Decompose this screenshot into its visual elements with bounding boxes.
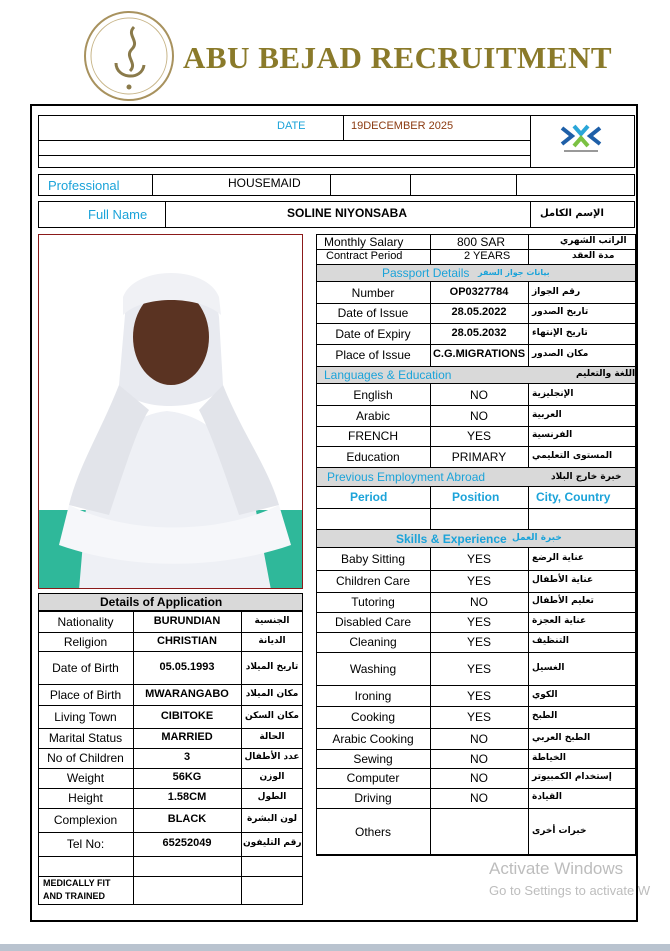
app-ar: تاريخ الميلاد (245, 661, 299, 672)
row-divider (316, 405, 636, 406)
app-label: Height (68, 791, 103, 805)
languages-header-ar: اللغة والتعليم (576, 369, 636, 379)
row-divider (316, 749, 636, 750)
row-label: Cleaning (349, 635, 397, 649)
col-divider (528, 405, 529, 426)
row-divider (38, 632, 303, 633)
row-divider (38, 684, 303, 685)
row-divider (316, 728, 636, 729)
row-label: Sewing (353, 751, 393, 766)
row-value: NO (470, 595, 488, 609)
col-divider (528, 768, 529, 788)
app-value: 56KG (172, 771, 202, 783)
bottom-bar (0, 944, 670, 951)
row-ar: الطبخ العربي (532, 732, 591, 743)
row-ar: الخياطة (532, 752, 566, 763)
professional-row (38, 174, 635, 196)
row-label: Computer (346, 771, 400, 785)
professional-label: Professional (48, 178, 120, 193)
row-label: Ironing (354, 688, 392, 703)
app-label: Tel No: (66, 837, 105, 851)
row-ar: العربية (532, 409, 562, 420)
row-label: Arabic Cooking (332, 731, 414, 746)
row-ar: تاريخ الصدور (532, 307, 589, 317)
col-divider (528, 446, 529, 467)
app-ar: مكان السكن (245, 710, 299, 721)
applicant-photo (38, 234, 303, 589)
app-label: Date of Birth (52, 660, 119, 675)
row-ar: الفرنسية (532, 430, 573, 440)
row-divider (316, 855, 636, 856)
row-label: Date of Issue (337, 306, 409, 320)
activate-watermark-1: Activate Windows (489, 859, 624, 878)
row-divider (38, 768, 303, 769)
row-ar: عناية الرضع (532, 553, 585, 563)
row-divider (316, 323, 636, 324)
app-value: CIBITOKE (160, 709, 214, 722)
row-ar: مكان الصدور (532, 349, 589, 359)
salary-value: 800 SAR (457, 235, 506, 249)
top-block (38, 115, 635, 168)
row-divider (316, 570, 636, 571)
app-label: Complexion (53, 813, 118, 827)
row-value: YES (466, 552, 491, 566)
contract-value: 2 YEARS (464, 250, 511, 262)
app-ar: الطول (257, 792, 287, 802)
app-value: 1.58CM (167, 791, 207, 803)
row-value: NO (470, 408, 488, 423)
app-value: 3 (183, 751, 191, 763)
row-ar: إستخدام الكمبيوتر (532, 772, 612, 782)
row-ar: التنظيف (532, 636, 569, 646)
row-label: Place of Issue (335, 348, 411, 362)
row-divider (38, 856, 303, 857)
app-ar: الوزن (259, 772, 285, 782)
row-label: FRENCH (348, 429, 398, 443)
app-value: BURUNDIAN (153, 614, 221, 627)
salary-label: Monthly Salary (324, 235, 404, 249)
row-divider (316, 592, 636, 593)
col-divider (528, 303, 529, 323)
row-divider (316, 612, 636, 613)
app-value: CHRISTIAN (157, 634, 217, 647)
row-divider (316, 808, 636, 809)
company-name: ABU BEJAD RECRUITMENT (183, 40, 613, 75)
row-label: Tutoring (351, 595, 395, 609)
app-label: No of Children (47, 751, 124, 765)
employment-period: Period (350, 490, 388, 504)
row-ar: المستوى التعليمي (532, 450, 613, 461)
medical-status: MEDICALLY FIT AND TRAINED (43, 878, 111, 901)
col-divider (528, 282, 529, 303)
row-divider (316, 788, 636, 789)
row-label: Education (346, 449, 400, 464)
app-label: Nationality (57, 614, 114, 629)
app-value: MARRIED (161, 731, 213, 743)
row-divider (316, 685, 636, 686)
app-value: 05.05.1993 (159, 660, 215, 673)
row-divider (38, 808, 303, 809)
col-divider (528, 426, 529, 446)
col-divider (528, 344, 529, 366)
app-ar: الحالة (259, 732, 285, 742)
app-value: MWARANGABO (145, 687, 229, 700)
company-logo (84, 11, 174, 101)
app-ar: رقم التليفون (243, 838, 302, 848)
professional-value: HOUSEMAID (228, 176, 301, 190)
app-value: 65252049 (162, 837, 212, 849)
row-value: PRIMARY (451, 449, 507, 464)
row-divider (316, 768, 636, 769)
row-label: Disabled Care (334, 615, 412, 629)
col-divider (430, 808, 431, 855)
row-label: Driving (354, 791, 392, 805)
app-ar: مكان الميلاد (245, 688, 299, 699)
row-ar: الكوي (532, 689, 558, 700)
row-ar: تاريخ الإنتهاء (532, 327, 588, 338)
col-divider (528, 652, 529, 685)
row-divider (38, 788, 303, 789)
skills-header: Skills & Experience (396, 532, 507, 546)
col-divider (528, 808, 529, 855)
col-divider (528, 323, 529, 344)
col-divider (528, 706, 529, 728)
col-divider (528, 384, 529, 405)
row-ar: تعليم الأطفال (532, 596, 594, 606)
row-value: YES (466, 429, 491, 443)
row-label: Children Care (335, 574, 411, 588)
row-divider (316, 344, 636, 345)
row-divider (316, 706, 636, 707)
row-ar: عناية الأطفال (532, 575, 594, 585)
date-value: 19DECEMBER 2025 (351, 120, 454, 132)
row-value: YES (466, 688, 491, 703)
row-divider (38, 728, 303, 729)
employment-city: City, Country (536, 490, 611, 504)
row-divider (316, 446, 636, 447)
row-divider (316, 426, 636, 427)
app-ar: عدد الأطفال (244, 752, 300, 762)
skills-header-ar: خبرة العمل (512, 533, 562, 543)
row-label: Baby Sitting (340, 552, 406, 566)
row-divider (316, 632, 636, 633)
col-divider (528, 728, 529, 749)
passport-header: Passport Details (382, 266, 470, 280)
col-divider (528, 788, 529, 808)
col-divider (528, 749, 529, 768)
col-divider (528, 570, 529, 592)
app-label: Living Town (54, 709, 117, 724)
row-divider (316, 303, 636, 304)
date-label: DATE (277, 120, 306, 132)
app-ar: الديانة (258, 635, 286, 646)
row-value: NO (470, 387, 488, 402)
fullname-value: SOLINE NIYONSABA (287, 206, 408, 220)
row-value: YES (466, 635, 491, 649)
fullname-ar: الإسم الكامل (540, 208, 604, 219)
row-value: YES (466, 710, 491, 724)
languages-header: Languages & Education (324, 368, 452, 382)
salary-ar: الراتب الشهري (560, 236, 627, 246)
app-label: Marital Status (48, 731, 123, 745)
row-value: YES (466, 574, 491, 588)
passport-header-ar: بيانات جواز السفر (478, 268, 550, 277)
row-ar: عناية العجزة (532, 616, 587, 626)
row-divider (316, 652, 636, 653)
row-divider (38, 832, 303, 833)
row-divider (38, 651, 303, 652)
row-ar: رقم الجواز (532, 286, 581, 297)
row-value: NO (470, 771, 488, 785)
app-value: BLACK (167, 813, 207, 825)
employment-position: Position (452, 490, 500, 504)
row-label: Arabic (355, 408, 390, 423)
app-ar: الجنسية (254, 615, 290, 626)
row-label: Cooking (350, 710, 396, 724)
employment-header-ar: خبرة خارج البلاد (551, 472, 622, 482)
app-ar: لون البشرة (246, 814, 298, 824)
app-label: Weight (66, 771, 105, 785)
row-value: C.G.MIGRATIONS (432, 348, 526, 360)
activate-watermark-2: Go to Settings to activate W (489, 883, 651, 898)
col-divider (528, 685, 529, 706)
row-value: NO (470, 791, 488, 805)
row-value: NO (470, 731, 488, 746)
row-label: Date of Expiry (335, 326, 411, 341)
agency-logo-icon (558, 122, 604, 156)
row-divider (38, 748, 303, 749)
col-divider (528, 548, 529, 570)
row-ar: القيادة (532, 792, 562, 802)
app-label: Religion (63, 634, 108, 649)
row-ar: الطبخ (532, 711, 558, 721)
app-label: Place of Birth (49, 687, 122, 702)
row-label: English (353, 387, 393, 402)
contract-ar: مدة العقد (572, 251, 615, 261)
row-value: 28.05.2022 (451, 306, 507, 318)
col-divider (528, 612, 529, 632)
row-value: YES (466, 615, 491, 629)
row-value: NO (470, 751, 488, 766)
row-value: YES (466, 661, 491, 676)
col-divider (528, 592, 529, 612)
employment-header: Previous Employment Abroad (327, 470, 486, 484)
col-divider (528, 632, 529, 652)
application-header: Details of Application (100, 595, 223, 609)
row-value: 28.05.2032 (451, 326, 507, 339)
row-value: OP0327784 (449, 285, 509, 298)
fullname-label: Full Name (88, 207, 148, 222)
row-ar: الغسيل (532, 662, 565, 673)
row-ar: الإنجليزية (532, 388, 574, 399)
calligraphy-logo-icon (86, 13, 172, 99)
row-label: Others (354, 824, 391, 839)
row-ar: خبرات أخرى (532, 825, 587, 836)
row-label: Washing (349, 661, 397, 676)
row-divider (38, 705, 303, 706)
row-label: Number (351, 285, 395, 300)
contract-label: Contract Period (326, 250, 403, 262)
